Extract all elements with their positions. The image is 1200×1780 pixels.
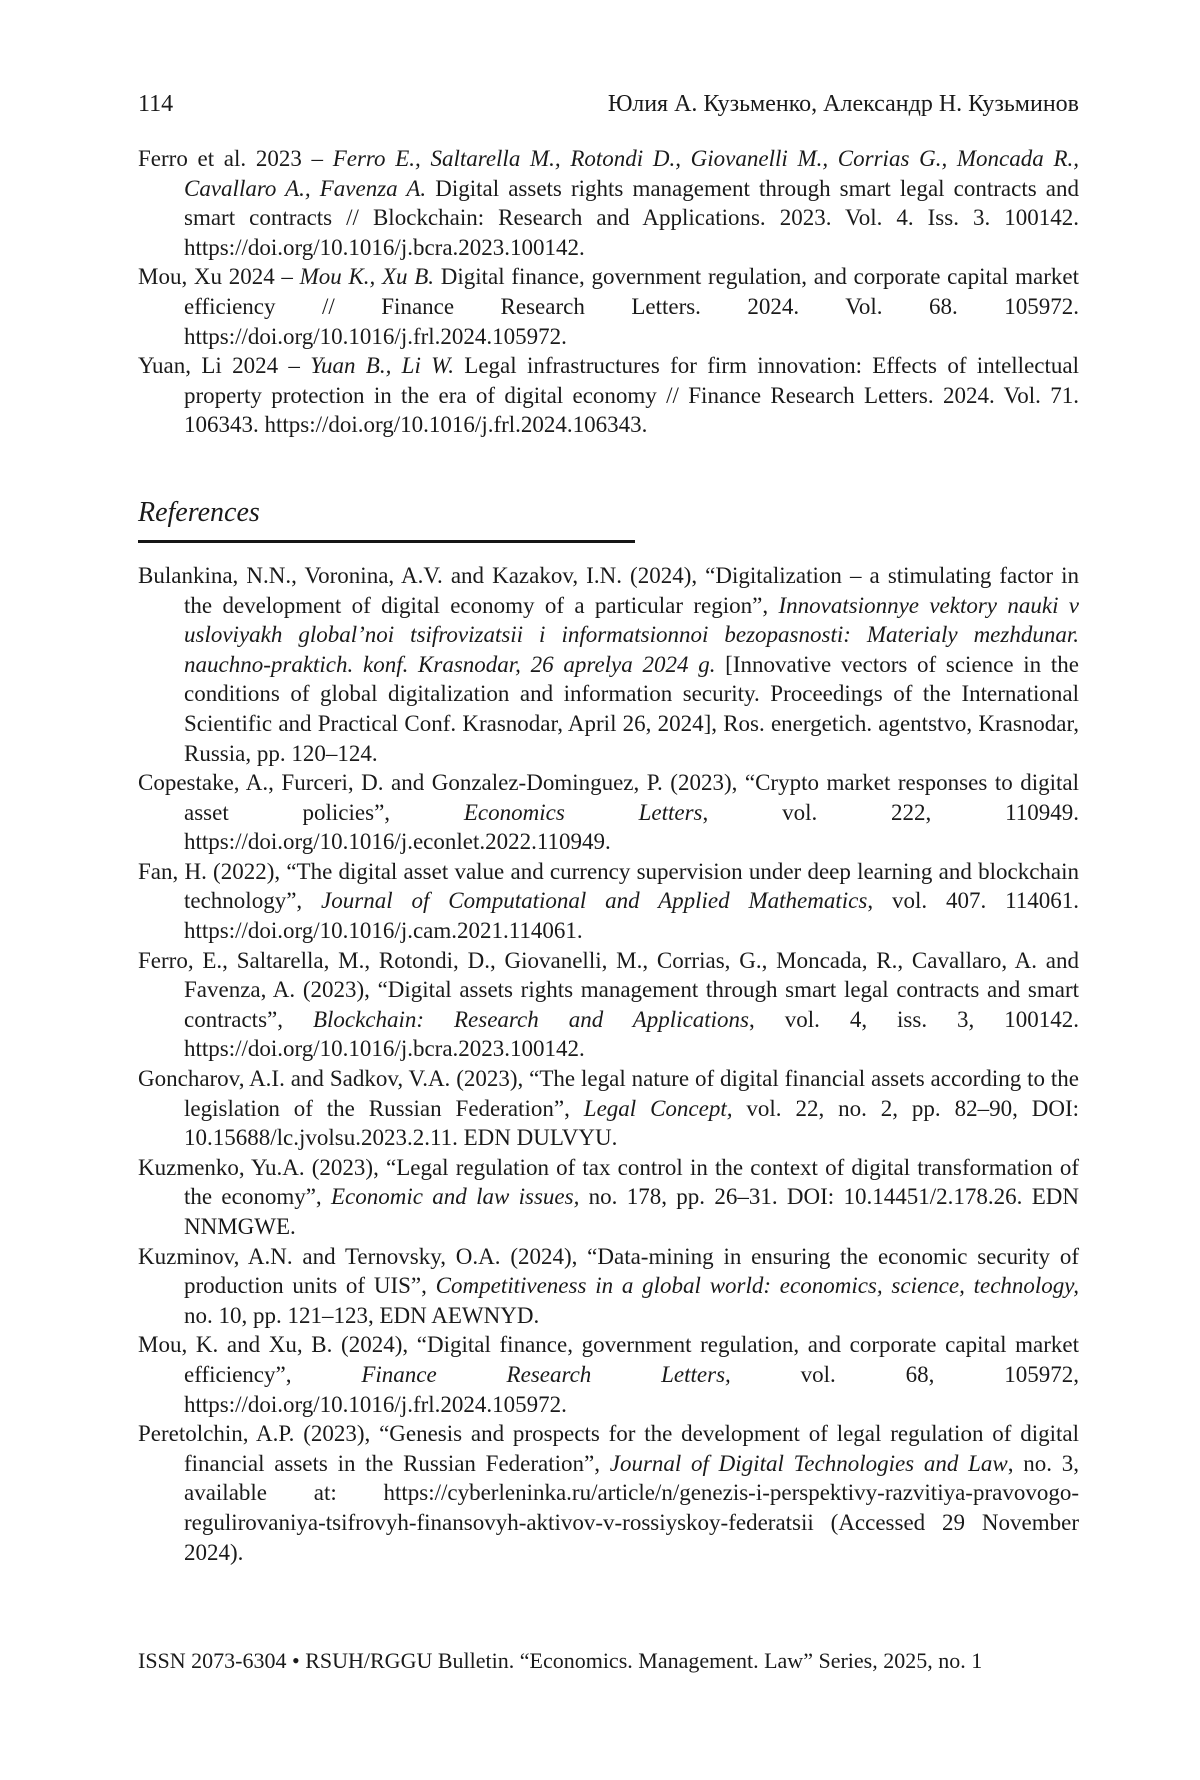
text-run: Peretolchin, A.P. (2023), “Genesis and prospects for the development of legal regulation of digital financial assets in the Russian Federation”, [138, 1421, 1079, 1476]
references-heading: References [138, 496, 260, 528]
italic-run: Blockchain: Research and Applications [312, 1006, 750, 1032]
italic-run: Ferro E., Saltarella M., Rotondi D., Giovanelli M., Corrias G., Moncada R., Cavallaro A., Favenza A. [184, 146, 1079, 201]
italic-run: Legal Concept, [583, 1095, 733, 1121]
text-run: Goncharov, A.I. and Sadkov, V.A. (2023), “The legal nature of digital financial assets according to the legislation of the Russian Federation”, [138, 1066, 1079, 1121]
text-run: Mou, Xu 2024 – [138, 264, 300, 290]
italic-run: Economic and law issues, [331, 1184, 580, 1210]
reference-entry [138, 857, 1079, 946]
reference-entry [138, 1242, 1079, 1331]
italic-run: Mou K., Xu B. [299, 264, 435, 290]
text-run: Ferro et al. 2023 – [138, 146, 333, 171]
reference-entry [138, 768, 1079, 857]
text-run: [Innovative vectors of science in the conditions of global digitalization and information security. Proceedings of the International Scientific and Practical Conf. Krasnodar, April 26, 2024], Ros. energetich. agentstvo, Krasnodar, Russia, pp. 120–124. [184, 651, 1079, 766]
text-run: Fan, H. (2022), “The digital asset value and currency supervision under deep learning and blockchain technology”, [138, 858, 1079, 914]
italic-run: Economics Letters [463, 799, 703, 825]
bibliography-entry [138, 144, 1079, 262]
italic-run: Journal of Computational and Applied Mathematics [321, 888, 868, 914]
bibliography-entry [138, 351, 1079, 440]
text-run: no. 178, pp. 26–31. DOI: 10.14451/2.178.26. EDN NNMGWE. [184, 1184, 1079, 1239]
text-run: vol. 68, 105972, https://doi.org/10.1016/j.frl.2024.105972. [184, 1361, 1079, 1417]
references-rule [138, 540, 635, 543]
reference-entry [138, 1419, 1079, 1567]
italic-run: Innovatsionnye vektory nauki v usloviyakh global’noi tsifrovizatsii i informatsionnoi bezopasnosti: Materialy mezhdunar. nauchno-praktich. konf. Krasnodar, 26 aprelya 2024 g. [184, 592, 1080, 677]
text-run: Mou, K. and Xu, B. (2024), “Digital finance, government regulation, and corporate capital market efficiency”, [138, 1332, 1079, 1387]
page-number: 114 [138, 91, 174, 117]
text-run: Digital finance, government regulation, and corporate capital market efficiency // Finance Research Letters. 2024. Vol. 68. 105972. https://doi.org/10.1016/j.frl.2024.105972. [184, 264, 1079, 349]
reference-entry [138, 1330, 1079, 1419]
text-run: , vol. 222, 110949. https://doi.org/10.1016/j.econlet.2022.110949. [184, 799, 1079, 855]
text-run: , no. 3, available at: https://cyberleninka.ru/article/n/genezis-i-perspektivy-razvitiya-pravovogo-regulirovaniya-tsifrovyh-finansovyh-aktivov-v-rossiyskoy-federatsii (Accessed 29 November 2024). [184, 1450, 1080, 1565]
page-footer [138, 1648, 1079, 1674]
references-section [138, 561, 1079, 1567]
running-header [138, 90, 1079, 118]
text-run: Digital assets rights management through smart legal contracts and smart contracts // Blockchain: Research and Applications. 2023. Vol. 4. Iss. 3. 100142. https://doi.org/10.1016/j.bcra.2023.100142. [184, 175, 1079, 260]
text-run: Copestake, A., Furceri, D. and Gonzalez-Dominguez, P. (2023), “Crypto market responses to digital asset policies”, [138, 770, 1079, 825]
reference-entry [138, 946, 1079, 1064]
page-content [138, 90, 1079, 1567]
italic-run: Journal of Digital Technologies and Law [609, 1450, 1008, 1476]
text-run: , vol. 407. 114061. https://doi.org/10.1016/j.cam.2021.114061. [184, 888, 1080, 944]
italic-run: Competitiveness in a global world: economics, science, technology, [435, 1273, 1079, 1299]
footer-issn-line: ISSN 2073-6304 • RSUH/RGGU Bulletin. “Economics. Management. Law” Series, 2025, no. 1 [138, 1648, 983, 1673]
italic-run: Yuan B., Li W. [310, 353, 454, 379]
text-run: Bulankina, N.N., Voronina, A.V. and Kazakov, I.N. (2024), “Digitalization – a stimulating factor in the development of digital economy of a particular region”, [138, 562, 1079, 618]
text-run: Kuzmenko, Yu.A. (2023), “Legal regulation of tax control in the context of digital transformation of the economy”, [138, 1154, 1079, 1210]
italic-run: Finance Research Letters, [361, 1361, 731, 1387]
reference-entry [138, 1153, 1079, 1242]
text-run: Ferro, E., Saltarella, M., Rotondi, D., Giovanelli, M., Corrias, G., Moncada, R., Cavallaro, A. and Favenza, A. (2023), “Digital assets rights management through smart legal contracts and smart contracts”, [138, 947, 1079, 1032]
text-run: Yuan, Li 2024 – [138, 353, 311, 379]
text-run: no. 10, pp. 121–123, EDN AEWNYD. [184, 1302, 540, 1328]
bibliography-ru-section [138, 144, 1079, 440]
reference-entry [138, 561, 1079, 768]
bibliography-entry [138, 262, 1079, 351]
text-run: , vol. 4, iss. 3, 100142. https://doi.org/10.1016/j.bcra.2023.100142. [184, 1006, 1079, 1062]
text-run: Kuzminov, A.N. and Ternovsky, O.A. (2024), “Data-mining in ensuring the economic security of production units of UIS”, [138, 1243, 1079, 1299]
reference-entry [138, 1064, 1079, 1153]
text-run: Legal infrastructures for firm innovation: Effects of intellectual property protection in the era of digital economy // Finance Research Letters. 2024. Vol. 71. 106343. https://doi.org/10.1016/j.frl.2024.106343. [184, 353, 1079, 438]
text-run: vol. 22, no. 2, pp. 82–90, DOI: 10.15688/lc.jvolsu.2023.2.11. EDN DULVYU. [184, 1095, 1079, 1151]
running-head-authors: Юлия А. Кузьменко, Александр Н. Кузьминов [607, 91, 1079, 117]
